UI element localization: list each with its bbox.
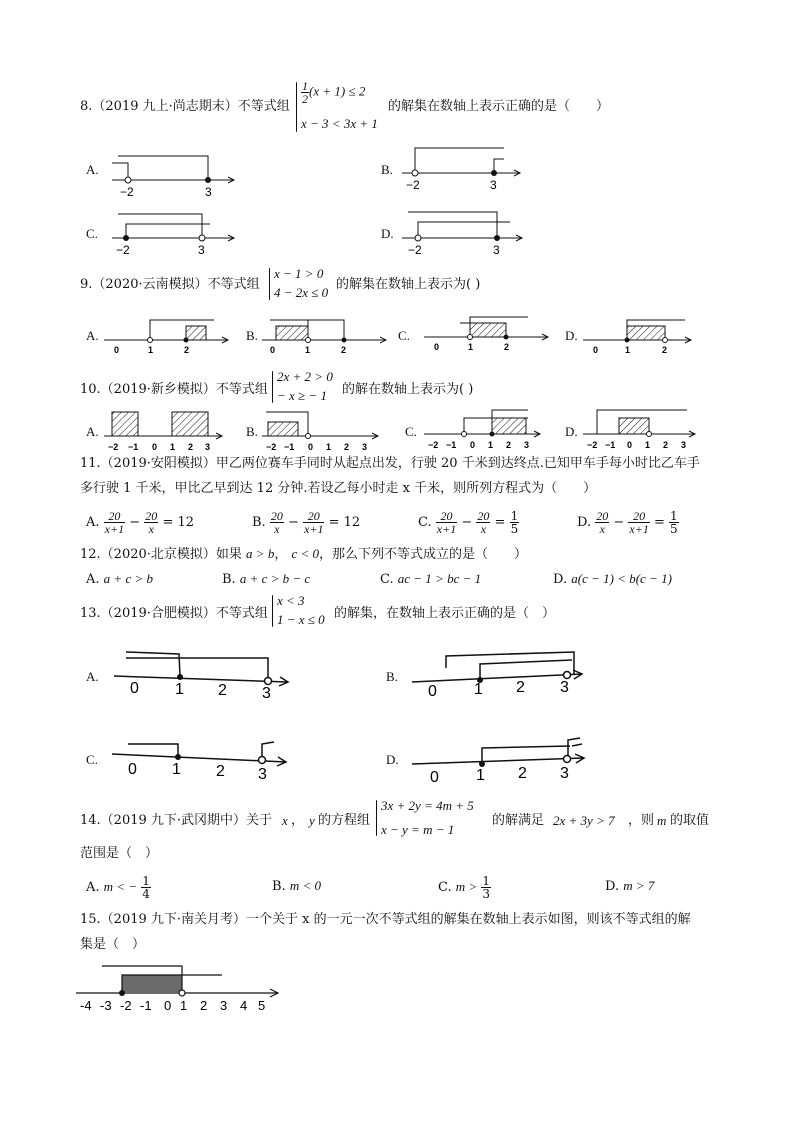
svg-text:0: 0 <box>627 440 633 450</box>
q8-numberline-a <box>110 150 240 200</box>
svg-text:3: 3 <box>524 440 530 450</box>
q9-numberline-d <box>583 315 713 357</box>
svg-text:0: 0 <box>152 442 158 452</box>
svg-text:−1: −1 <box>128 442 139 452</box>
q14-cond-pre: 的解满足 <box>492 813 545 828</box>
q9-numberline-c <box>424 312 554 354</box>
q13-numberline-d <box>410 734 592 786</box>
q9-sys1: x − 1 > 0 <box>274 266 324 281</box>
q10-numberline-a <box>104 408 224 452</box>
q11-opt-a[interactable]: A. $\frac{20}{x+1}$ − $\frac{20}{x}$ = 12 <box>86 509 195 536</box>
svg-text:0: 0 <box>434 342 440 352</box>
svg-text:2: 2 <box>341 345 347 355</box>
q14-line2: 范围是（ ） <box>80 846 159 861</box>
svg-text:4: 4 <box>240 998 248 1013</box>
q15-line1: 15.（2019 九下·南关月考）一个关于 x 的一元一次不等式组的解集在数轴上表示如图，则该不等式组的解 <box>80 912 691 927</box>
q9-opt-a[interactable]: A. <box>86 328 99 343</box>
q9-opt-d[interactable]: D. <box>565 328 578 343</box>
q8-opt-c[interactable]: C. <box>86 226 98 241</box>
q11-opt-c[interactable]: C. $\frac{20}{x+1}$ − $\frac{20}{x}$ = $\frac{1}{5}$ <box>418 509 519 536</box>
svg-text:3: 3 <box>560 765 569 782</box>
svg-text:3: 3 <box>205 442 211 452</box>
q12-opt-a[interactable]: A. a + c > b <box>86 571 153 587</box>
q13-numberline-a <box>112 646 294 702</box>
q12-opt-d[interactable]: D. a(c − 1) < b(c − 1) <box>553 571 672 587</box>
q10-numberline-c <box>424 406 544 450</box>
q14-opt-b[interactable]: B. m < 0 <box>272 878 321 894</box>
q14-cond: 2x + 3y > 7 <box>553 813 615 828</box>
q10-opt-b[interactable]: B. <box>246 424 258 439</box>
svg-text:0: 0 <box>114 345 120 355</box>
svg-text:2: 2 <box>216 763 225 780</box>
svg-text:0: 0 <box>128 761 137 778</box>
q10-numberline-b <box>262 408 382 452</box>
svg-text:1: 1 <box>474 681 483 698</box>
svg-text:2: 2 <box>662 345 668 355</box>
svg-text:-2: -2 <box>120 998 132 1013</box>
svg-text:3: 3 <box>560 679 569 696</box>
q13-numberline-c <box>110 734 292 786</box>
svg-text:1: 1 <box>148 345 154 355</box>
svg-text:-3: -3 <box>100 998 112 1013</box>
q13-sys1: x < 3 <box>277 593 305 608</box>
q14-mid: 的方程组 <box>318 813 371 828</box>
q8b-tick-3: 3 <box>490 178 497 192</box>
q8-sys2: x − 3 < 3x + 1 <box>301 116 378 131</box>
q14-sys1: 3x + 2y = 4m + 5 <box>381 798 474 813</box>
q8c-tick-3: 3 <box>198 243 205 257</box>
q14-brace <box>376 800 377 836</box>
svg-text:−2: −2 <box>587 440 598 450</box>
svg-text:1: 1 <box>488 440 494 450</box>
q15-numberline <box>74 960 284 1016</box>
svg-text:1: 1 <box>180 998 188 1013</box>
q10-brace <box>272 371 273 403</box>
svg-text:2: 2 <box>516 679 525 696</box>
q9-numberline-b <box>262 315 392 357</box>
svg-text:1: 1 <box>468 342 474 352</box>
svg-text:2: 2 <box>518 765 527 782</box>
svg-text:2: 2 <box>506 440 512 450</box>
svg-text:2: 2 <box>344 442 350 452</box>
svg-text:0: 0 <box>164 998 172 1013</box>
svg-text:3: 3 <box>681 440 687 450</box>
q12-opt-c[interactable]: C. ac − 1 > bc − 1 <box>380 571 482 587</box>
svg-text:0: 0 <box>308 442 314 452</box>
q10-sys2: − x ≥ − 1 <box>277 388 327 403</box>
svg-text:1: 1 <box>305 345 311 355</box>
svg-text:2: 2 <box>200 998 208 1013</box>
q8-sys1: $\frac{1}{2}$ (x + 1) ≤ 2 <box>302 79 366 106</box>
svg-text:2: 2 <box>663 440 669 450</box>
svg-text:0: 0 <box>593 345 599 355</box>
q13-opt-b[interactable]: B. <box>386 669 398 684</box>
q8-numberline-b <box>400 145 530 195</box>
q14-sys2: x − y = m − 1 <box>381 822 455 837</box>
svg-text:-1: -1 <box>140 998 152 1013</box>
q11-opt-b[interactable]: B. $\frac{20}{x}$ − $\frac{20}{x+1}$ = 12 <box>252 509 361 536</box>
q12-stem: 12.（2020·北京模拟）如果 a > b， c < 0，那么下列不等式成立的是（ ） <box>80 546 528 562</box>
q8b-tick-neg2: −2 <box>406 178 420 192</box>
q13-opt-d[interactable]: D. <box>386 752 399 767</box>
svg-text:3: 3 <box>220 998 228 1013</box>
q8d-tick-neg2: −2 <box>408 243 422 257</box>
svg-text:0: 0 <box>428 683 437 700</box>
svg-text:−1: −1 <box>605 440 616 450</box>
q9-opt-c[interactable]: C. <box>398 328 410 343</box>
q8-opt-d[interactable]: D. <box>381 226 394 241</box>
q8-suffix: 的解集在数轴上表示正确的是（ ） <box>388 99 610 114</box>
q9-brace <box>269 268 270 300</box>
q13-opt-c[interactable]: C. <box>86 752 98 767</box>
svg-text:1: 1 <box>170 442 176 452</box>
q13-opt-a[interactable]: A. <box>86 669 99 684</box>
q14-var-m: m <box>657 813 667 828</box>
q14-opt-d[interactable]: D. m > 7 <box>605 878 655 894</box>
svg-text:1: 1 <box>476 767 485 784</box>
q9-sys2: 4 − 2x ≤ 0 <box>274 285 329 300</box>
q8a-tick-neg2: −2 <box>120 185 134 199</box>
q8-prefix: 8.（2019 九上·尚志期末）不等式组 <box>80 99 290 114</box>
q10-opt-d[interactable]: D. <box>565 424 578 439</box>
svg-text:−2: −2 <box>108 442 119 452</box>
svg-text:5: 5 <box>258 998 266 1013</box>
q13-suffix: 的解集，在数轴上表示正确的是（ ） <box>334 606 556 621</box>
q11-opt-d[interactable]: D. $\frac{20}{x}$ − $\frac{20}{x+1}$ = $\frac{1}{5}$ <box>577 509 678 536</box>
svg-text:2: 2 <box>218 682 227 699</box>
svg-text:3: 3 <box>362 442 368 452</box>
svg-text:0: 0 <box>130 680 139 697</box>
q14-opt-c[interactable]: C. m > $\frac{1}{3}$ <box>438 874 490 901</box>
q9-prefix: 9.（2020·云南模拟）不等式组 <box>80 277 260 292</box>
q14-var-y: y <box>309 813 315 828</box>
svg-text:2: 2 <box>504 342 510 352</box>
svg-text:2: 2 <box>188 442 194 452</box>
svg-text:1: 1 <box>625 345 631 355</box>
svg-text:0: 0 <box>430 769 439 786</box>
q12-opt-b[interactable]: B. a + c > b − c <box>222 571 311 587</box>
q10-opt-a[interactable]: A. <box>86 424 99 439</box>
svg-text:1: 1 <box>175 681 184 698</box>
q9-opt-b[interactable]: B. <box>246 328 258 343</box>
svg-text:3: 3 <box>262 685 271 702</box>
q9-suffix: 的解集在数轴上表示为( ) <box>336 277 481 292</box>
q14-cond-post: ，则 <box>628 813 655 828</box>
q14-var-x: x <box>282 813 288 828</box>
q8-numberline-c <box>110 208 240 258</box>
svg-text:2: 2 <box>184 345 190 355</box>
q14-tail: 的取值 <box>670 813 710 828</box>
q8-opt-b[interactable]: B. <box>381 162 393 177</box>
q11-line1: 11.（2019·安阳模拟）甲乙两位赛车手同时从起点出发，行驶 20 千米到达终点.已知甲车手每小时比乙车手 <box>80 456 700 471</box>
svg-text:−2: −2 <box>266 442 277 452</box>
q10-prefix: 10.（2019·新乡模拟）不等式组 <box>80 382 268 397</box>
q13-numberline-b <box>410 646 592 698</box>
q8d-tick-3: 3 <box>493 243 500 257</box>
q13-sys2: 1 − x ≤ 0 <box>277 612 325 627</box>
q10-opt-c[interactable]: C. <box>405 424 417 439</box>
q10-numberline-d <box>583 406 703 450</box>
svg-text:−1: −1 <box>284 442 295 452</box>
q9-numberline-a <box>104 315 234 357</box>
svg-text:1: 1 <box>645 440 651 450</box>
q8-brace <box>296 82 297 132</box>
svg-text:−1: −1 <box>446 440 457 450</box>
svg-text:−2: −2 <box>428 440 439 450</box>
q10-sys1: 2x + 2 > 0 <box>277 369 333 384</box>
svg-text:-4: -4 <box>80 998 92 1013</box>
q14-prefix: 14.（2019 九下·武冈期中）关于 <box>80 813 273 828</box>
q10-suffix: 的解在数轴上表示为( ) <box>342 382 474 397</box>
svg-text:0: 0 <box>470 440 476 450</box>
q15-line2: 集是（ ） <box>80 937 146 952</box>
svg-text:3: 3 <box>258 766 267 783</box>
q13-prefix: 13.（2019·合肥模拟）不等式组 <box>80 606 268 621</box>
svg-text:1: 1 <box>172 761 181 778</box>
svg-text:0: 0 <box>270 345 276 355</box>
q8c-tick-neg2: −2 <box>116 243 130 257</box>
q14-opt-a[interactable]: A. m < − $\frac{1}{4}$ <box>86 874 150 901</box>
q8-numberline-d <box>400 208 530 258</box>
q8a-tick-3: 3 <box>205 185 212 199</box>
svg-text:1: 1 <box>326 442 332 452</box>
q13-brace <box>272 595 273 627</box>
q11-line2: 多行驶 1 千米，甲比乙早到达 12 分钟.若设乙每小时走 x 千米，则所列方程式为（ ） <box>80 481 597 496</box>
q8-opt-a[interactable]: A. <box>86 162 99 177</box>
